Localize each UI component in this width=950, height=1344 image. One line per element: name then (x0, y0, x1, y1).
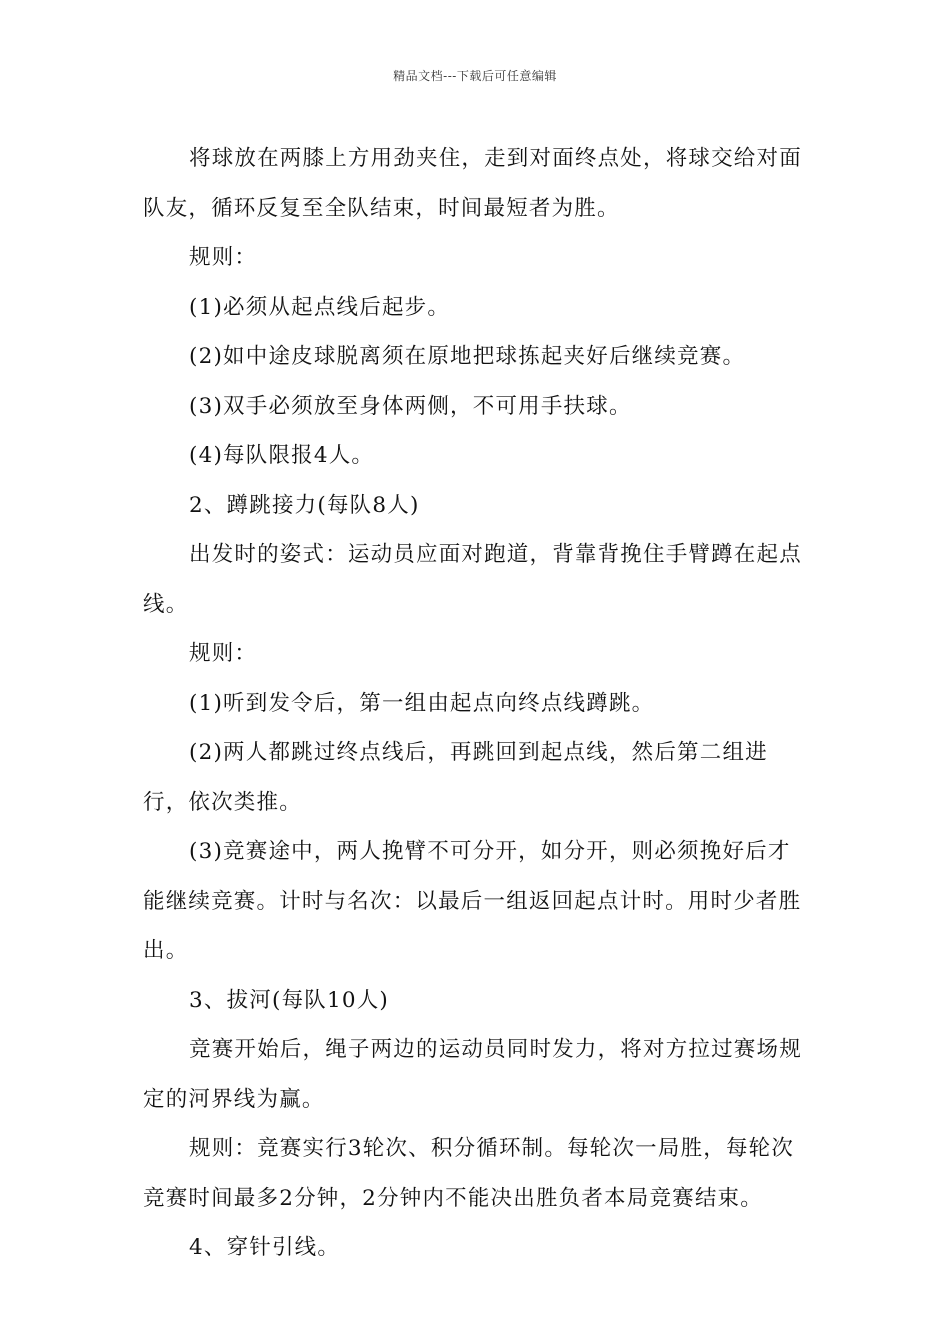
paragraph-ball-relay-description: 将球放在两膝上方用劲夹住，走到对面终点处，将球交给对面队友，循环反复至全队结束，时间最短者为胜。 (143, 146, 802, 221)
paragraph-rule-2: (2)两人都跳过终点线后，再跳回到起点线，然后第二组进行，依次类推。 (143, 740, 768, 815)
paragraph-rules-heading: 规则： (189, 245, 258, 270)
paragraph-rule-3: (3)竞赛途中，两人挽臂不可分开，如分开，则必须挽好后才能继续竞赛。计时与名次：以最后一组返回起点计时。用时少者胜出。 (143, 839, 802, 963)
section-heading-threading-needle: 4、穿针引线。 (189, 1235, 341, 1260)
document-body (143, 134, 810, 1273)
paragraph-rule-2: (2)如中途皮球脱离须在原地把球拣起夹好后继续竞赛。 (189, 344, 746, 369)
section-heading-squat-jump-relay: 2、蹲跳接力(每队8人) (189, 492, 420, 518)
paragraph-rule-1: (1)必须从起点线后起步。 (189, 294, 451, 320)
paragraph-rules-heading: 规则： (189, 641, 258, 666)
page-header: 精品文档---下载后可任意编辑 (393, 69, 557, 83)
paragraph-rule-4: (4)每队限报4人。 (189, 443, 375, 468)
paragraph-rule-3: (3)双手必须放至身体两侧，不可用手扶球。 (189, 393, 632, 419)
section-heading-tug-of-war: 3、拔河(每队10人) (189, 987, 390, 1013)
paragraph-tug-of-war-description: 竞赛开始后，绳子两边的运动员同时发力，将对方拉过赛场规定的河界线为赢。 (143, 1037, 802, 1112)
paragraph-start-posture: 出发时的姿式：运动员应面对跑道，背靠背挽住手臂蹲在起点线。 (143, 542, 802, 617)
paragraph-tug-of-war-rules: 规则：竞赛实行3轮次、积分循环制。每轮次一局胜，每轮次竞赛时间最多2分钟，2分钟内不能决出胜负者本局竞赛结束。 (143, 1136, 795, 1211)
paragraph-rule-1: (1)听到发令后，第一组由起点向终点线蹲跳。 (189, 690, 655, 716)
